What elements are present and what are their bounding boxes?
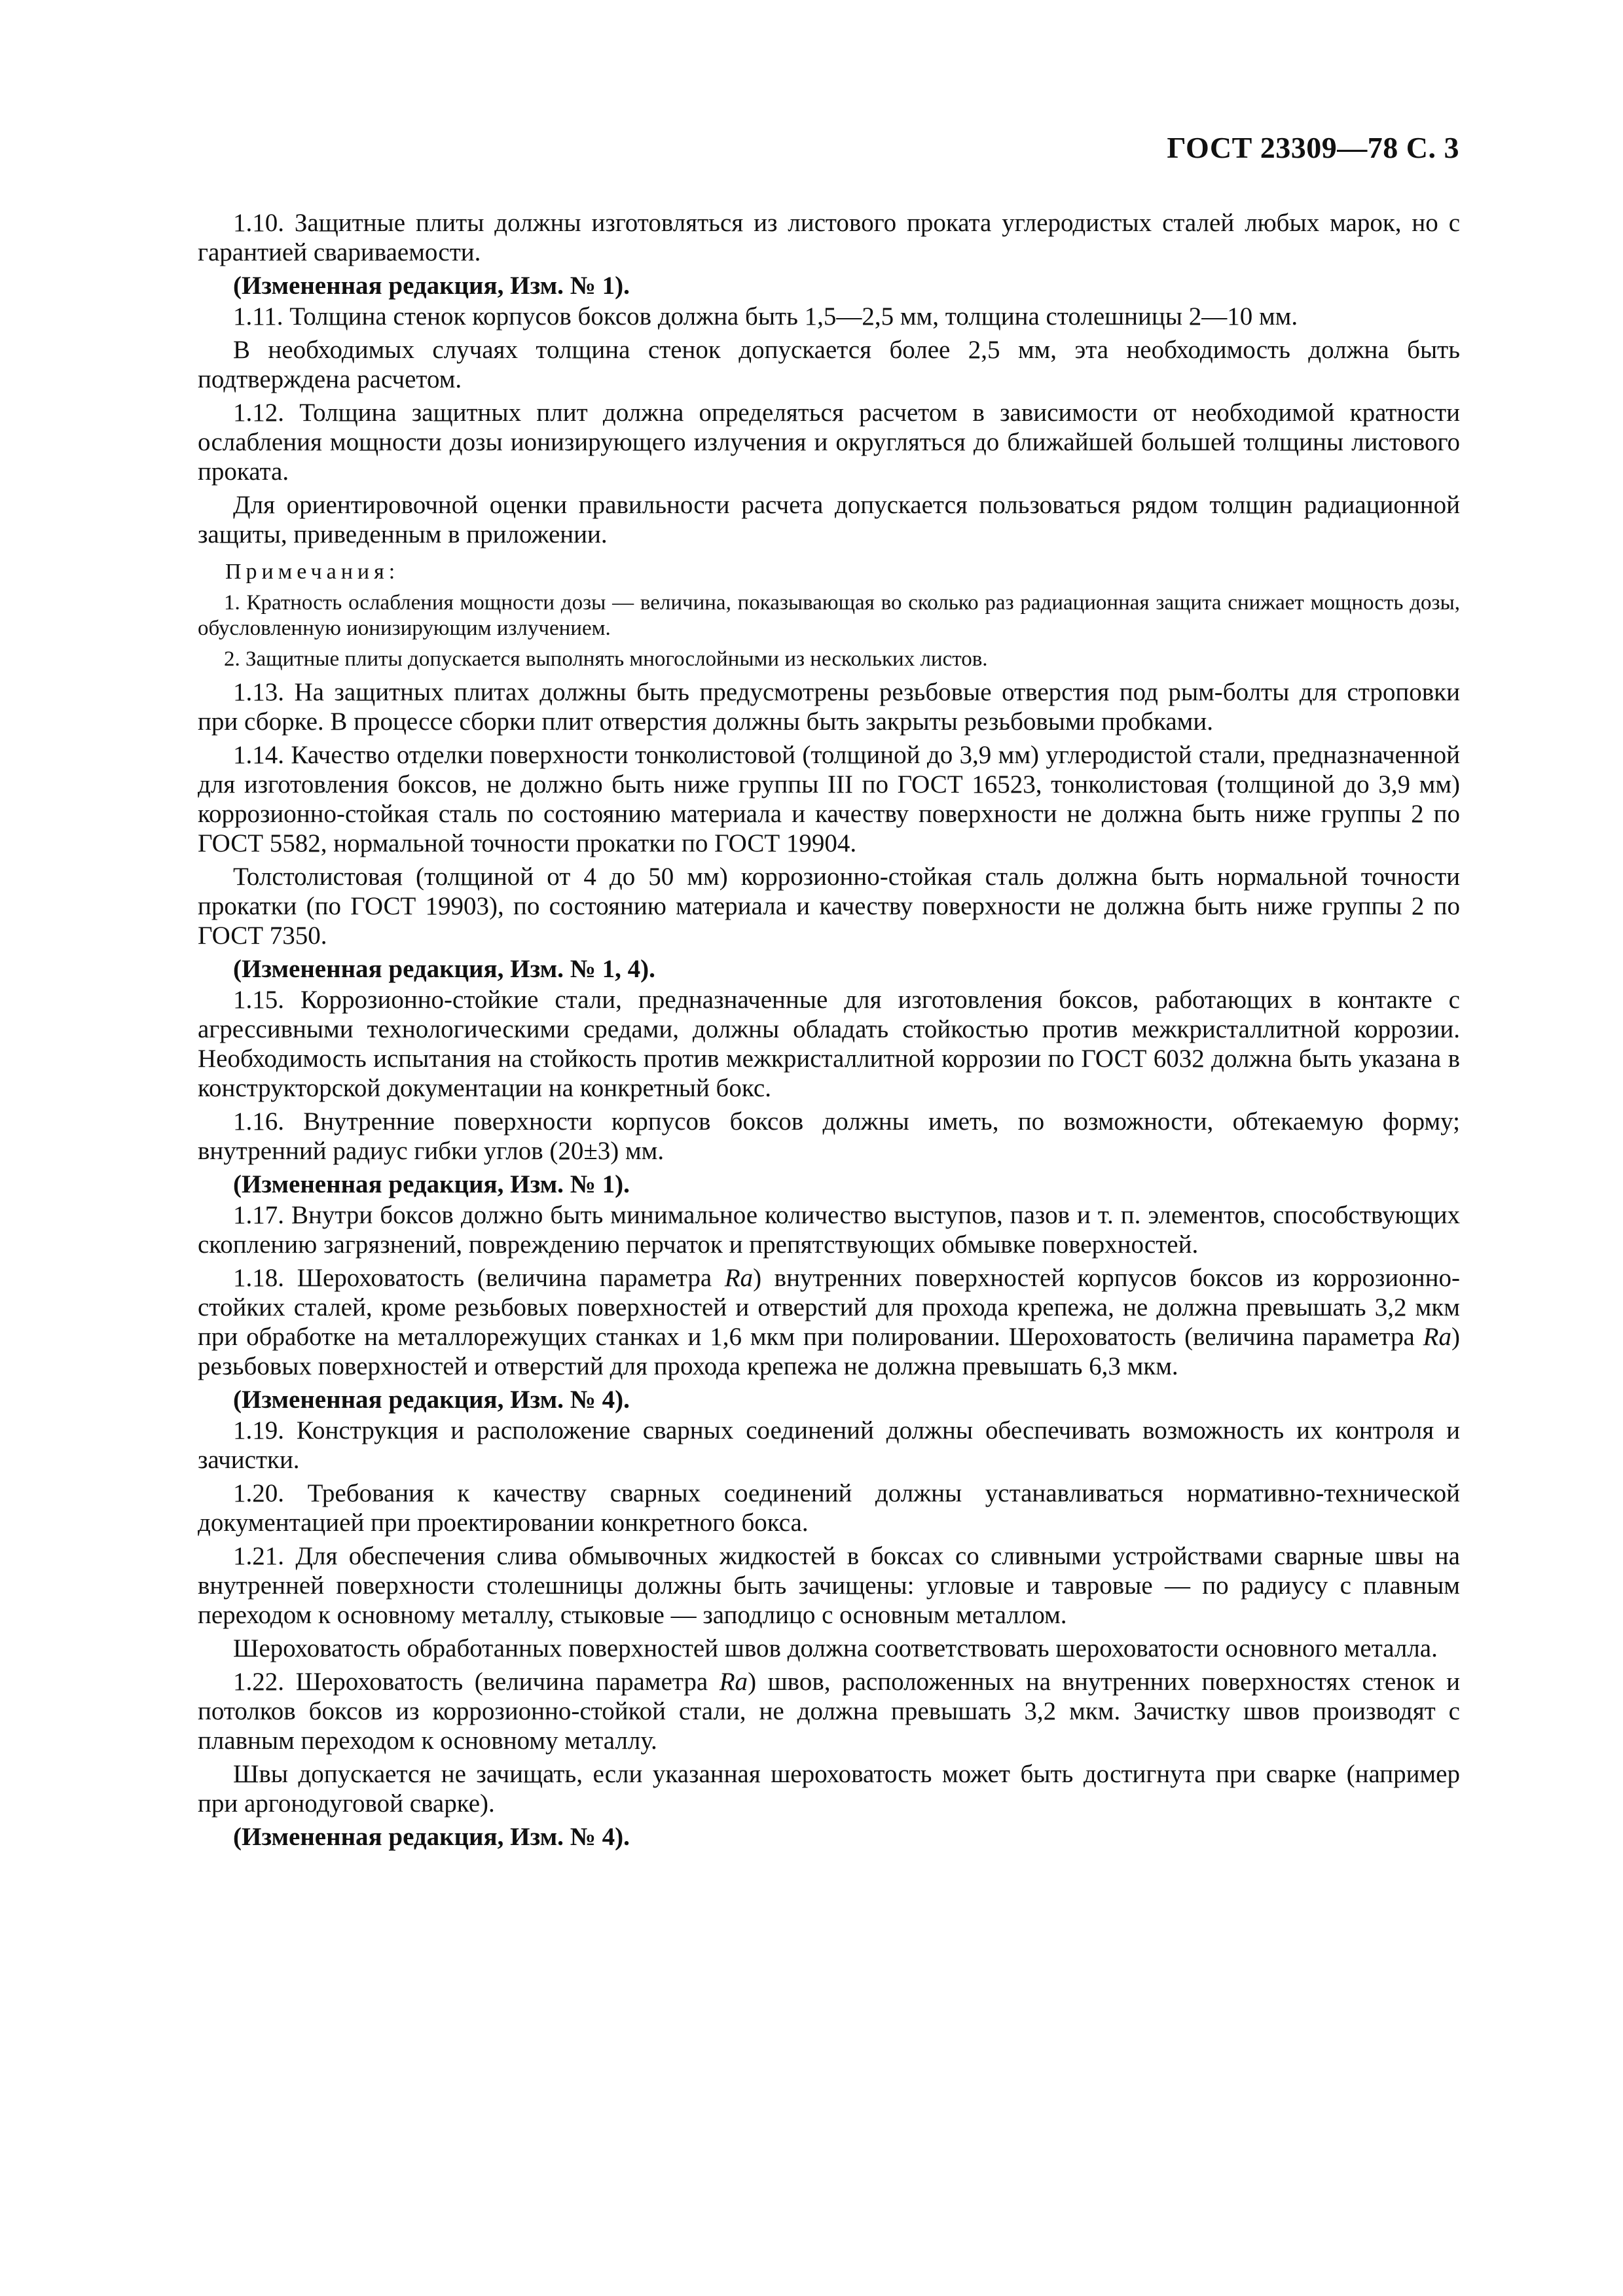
paragraph — [198, 1667, 1460, 1755]
paragraph: 1.12. Толщина защитных плит должна определяться расчетом в зависимости от необходимой кратности ослабления мощности дозы ионизирующего излучения и округляться до ближайшей большей толщины листового проката. — [198, 399, 1460, 486]
paragraph: Толстолистовая (толщиной от 4 до 50 мм) коррозионно-стойкая сталь должна быть нормальной точности прокатки (по ГОСТ 19903), по состоянию материала и качеству поверхности не должна быть ниже группы 2 по ГОСТ 7350. — [198, 863, 1460, 950]
param-symbol: Ra — [719, 1668, 748, 1696]
paragraph — [198, 1263, 1460, 1381]
paragraph: 1.13. На защитных плитах должны быть предусмотрены резьбовые отверстия под рым-болты для строповки при сборке. В процессе сборки плит отверстия должны быть закрыты резьбовыми пробками. — [198, 678, 1460, 736]
paragraph: Швы допускается не зачищать, если указанная шероховатость может быть достигнута при сварке (например при аргонодуговой сварке). — [198, 1760, 1460, 1818]
paragraph: В необходимых случаях толщина стенок допускается более 2,5 мм, эта необходимость должна быть подтверждена расчетом. — [198, 336, 1460, 393]
paragraph-text: ) резьбовых поверхностей и отверстий для прохода крепежа не должна превышать 6,3 мкм. — [198, 1323, 1460, 1380]
paragraph: 1.10. Защитные плиты должны изготовляться из листового проката углеродистых сталей любых марок, но с гарантией свариваемости. — [198, 209, 1460, 266]
paragraph: 1.21. Для обеспечения слива обмывочных жидкостей в боксах со сливными устройствами сварные швы на внутренней поверхности столешницы должны быть зачищены: угловые и тавровые — по радиусу с плавным переходом к основному металлу, стыковые — заподлицо с основным металлом. — [198, 1542, 1460, 1629]
paragraph: 1.20. Требования к качеству сварных соединений должны устанавливаться нормативно-технической документацией при проектировании конкретного бокса. — [198, 1479, 1460, 1537]
page-header: ГОСТ 23309—78 С. 3 — [1167, 131, 1459, 164]
paragraph: 1.14. Качество отделки поверхности тонколистовой (толщиной до 3,9 мм) углеродистой стали, предназначенной для изготовления боксов, не должно быть ниже группы III по ГОСТ 16523, тонколистовая (толщиной до 3,9 мм) коррозионно-стойкая сталь по состоянию материала и качеству поверхности не должна быть ниже группы 2 по ГОСТ 5582, нормальной точности прокатки по ГОСТ 19904. — [198, 741, 1460, 857]
paragraph: 1.16. Внутренние поверхности корпусов боксов должны иметь, по возможности, обтекаемую форму; внутренний радиус гибки углов (20±3) мм. — [198, 1107, 1460, 1165]
paragraph-text: ) швов, расположенных на внутренних поверхностях стенок и потолков боксов из коррозионно-стойкой стали, не должна превышать 3,2 мкм. Зачистку швов производят с плавным переходом к основному металлу. — [198, 1668, 1460, 1755]
paragraph-text: ) внутренних поверхностей корпусов боксов из коррозионно-стойких сталей, кроме резьбовых поверхностей и отверстий для прохода крепежа, не должна превышать 3,2 мкм при обработке на металлорежущих станках и 1,6 мкм при полировании. Шероховатость (величина параметра — [198, 1264, 1460, 1351]
paragraph-text: 1.22. Шероховатость (величина параметра — [233, 1668, 720, 1696]
amendment-note: (Измененная редакция, Изм. № 4). — [233, 1823, 630, 1851]
paragraph: 1.19. Конструкция и расположение сварных соединений должны обеспечивать возможность их контроля и зачистки. — [198, 1416, 1460, 1474]
param-symbol: Ra — [1423, 1323, 1451, 1351]
document-body — [198, 208, 1460, 1853]
paragraph: Для ориентировочной оценки правильности расчета допускается пользоваться рядом толщин радиационной защиты, приведенным в приложении. — [198, 491, 1460, 548]
note-item: 1. Кратность ослабления мощности дозы — величина, показывающая во сколько раз радиационная защита снижает мощность дозы, обусловленную ионизирующим излучением. — [198, 591, 1460, 640]
note-item: 2. Защитные плиты допускается выполнять многослойными из нескольких листов. — [224, 647, 988, 671]
amendment-note: (Измененная редакция, Изм. № 1). — [233, 1170, 630, 1198]
amendment-note: (Измененная редакция, Изм. № 4). — [233, 1386, 630, 1414]
paragraph: Шероховатость обработанных поверхностей швов должна соответствовать шероховатости основного металла. — [233, 1634, 1438, 1662]
param-symbol: Ra — [724, 1264, 754, 1292]
paragraph-text: 1.18. Шероховатость (величина параметра — [233, 1264, 725, 1292]
paragraph: 1.15. Коррозионно-стойкие стали, предназначенные для изготовления боксов, работающих в контакте с агрессивными технологическими средами, должны обладать стойкостью против межкристаллитной коррозии. Необходимость испытания на стойкость против межкристаллитной коррозии по ГОСТ 6032 должна быть указана в конструкторской документации на конкретный бокс. — [198, 986, 1460, 1102]
paragraph: 1.11. Толщина стенок корпусов боксов должна быть 1,5—2,5 мм, толщина столешницы 2—10 мм. — [233, 302, 1298, 331]
notes-heading: Примечания: — [225, 560, 400, 584]
amendment-note: (Измененная редакция, Изм. № 1). — [233, 272, 630, 300]
paragraph: 1.17. Внутри боксов должно быть минимальное количество выступов, пазов и т. п. элементов, способствующих скоплению загрязнений, повреждению перчаток и препятствующих обмывке поверхностей. — [198, 1201, 1460, 1259]
amendment-note: (Измененная редакция, Изм. № 1, 4). — [233, 955, 655, 983]
